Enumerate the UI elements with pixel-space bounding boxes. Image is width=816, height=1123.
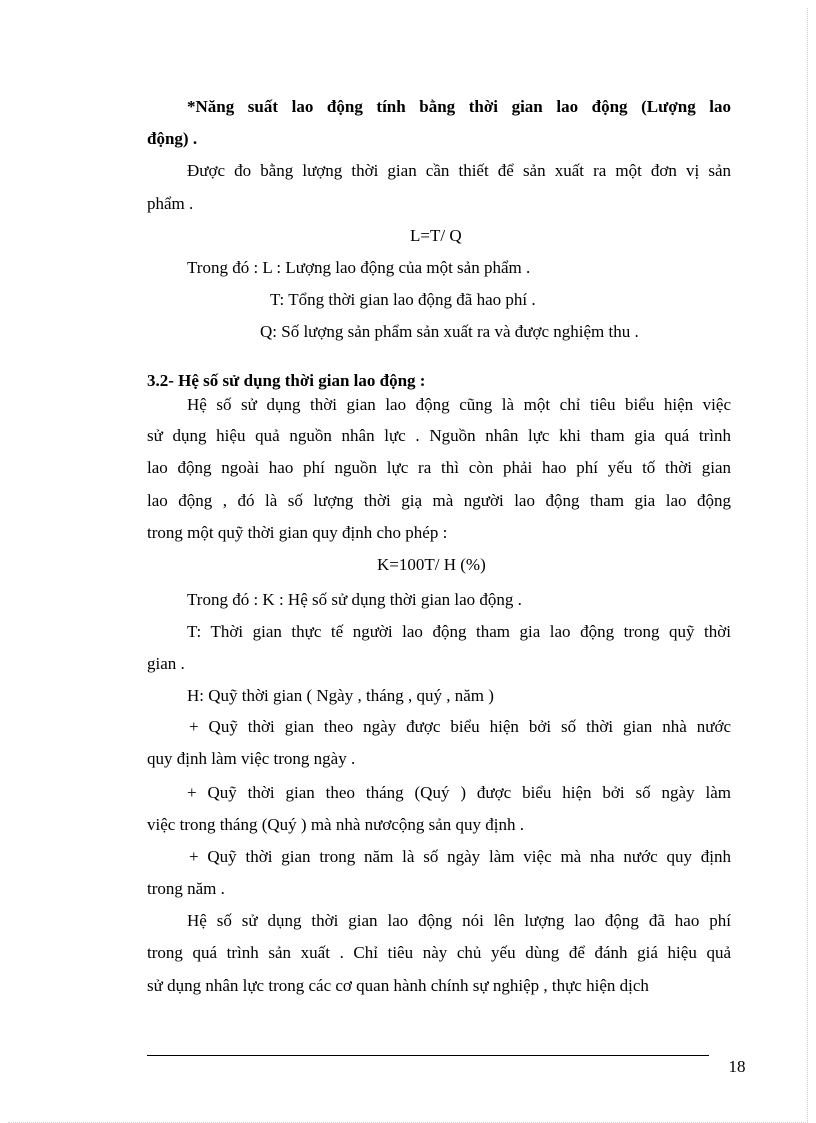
bullet-month-line1: + Quỹ thời gian theo tháng (Quý ) được biểu hiện bởi số ngày làm [187,783,731,802]
bullet-year-line1: + Quỹ thời gian trong năm là số ngày làm việc mà nha nước quy định [189,847,731,866]
productivity-desc-line2: phẩm . [147,194,194,213]
definition-T-line2: gian . [147,654,185,673]
bullet-year-line2: trong năm . [147,879,225,898]
bullet-day-line2: quy định làm việc trong ngày . [147,749,356,768]
paragraph1-line3: lao động ngoài hao phí nguồn lực ra thì còn phải hao phí yếu tố thời gian [147,458,731,477]
paragraph1-line4: lao động , đó là số lượng thời giạ mà người lao động tham gia lao động [147,491,731,510]
productivity-desc-line1: Được đo bằng lượng thời gian cần thiết để sản xuất ra một đơn vị sản [187,161,731,180]
definition-L: Trong đó : L : Lượng lao động của một sản phẩm . [187,258,531,277]
definition-K: Trong đó : K : Hệ số sử dụng thời gian lao động . [187,590,522,609]
definition-H: H: Quỹ thời gian ( Ngày , tháng , quý , năm ) [187,686,494,705]
paragraph2-line2: trong quá trình sản xuất . Chỉ tiêu này chủ yếu dùng để đánh giá hiệu quả [147,943,731,962]
footer-rule [147,1055,709,1056]
section-heading-3-2: 3.2- Hệ số sử dụng thời gian lao động : [147,371,426,390]
paragraph1-line2: sử dụng hiệu quả nguồn nhân lực . Nguồn nhân lực khi tham gia quá trình [147,426,731,445]
paragraph2-line3: sử dụng nhân lực trong các cơ quan hành chính sự nghiệp , thực hiện dịch [147,976,649,995]
formula-K: K=100T/ H (%) [377,555,486,574]
definition-T-line1: T: Thời gian thực tế người lao động tham gia lao động trong quỹ thời [187,622,731,641]
productivity-heading-line2: động) . [147,129,198,148]
definition-T: T: Tổng thời gian lao động đã hao phí . [270,290,536,309]
paragraph1-line1: Hệ số sử dụng thời gian lao động cũng là một chỉ tiêu biểu hiện việc [187,395,731,414]
page-number: 18 [728,1057,746,1076]
bullet-month-line2: việc trong tháng (Quý ) mà nhà nươcộng sản quy định . [147,815,525,834]
definition-Q: Q: Số lượng sản phẩm sản xuất ra và được nghiệm thu . [260,322,639,341]
paragraph2-line1: Hệ số sử dụng thời gian lao động nói lên lượng lao động đã hao phí [187,911,731,930]
formula-L: L=T/ Q [410,226,462,245]
productivity-heading-line1: *Năng suất lao động tính bằng thời gian lao động (Lượng lao [187,97,731,116]
paragraph1-line5: trong một quỹ thời gian quy định cho phép : [147,523,448,542]
bullet-day-line1: + Quỹ thời gian theo ngày được biểu hiện bởi số thời gian nhà nước [189,717,731,736]
